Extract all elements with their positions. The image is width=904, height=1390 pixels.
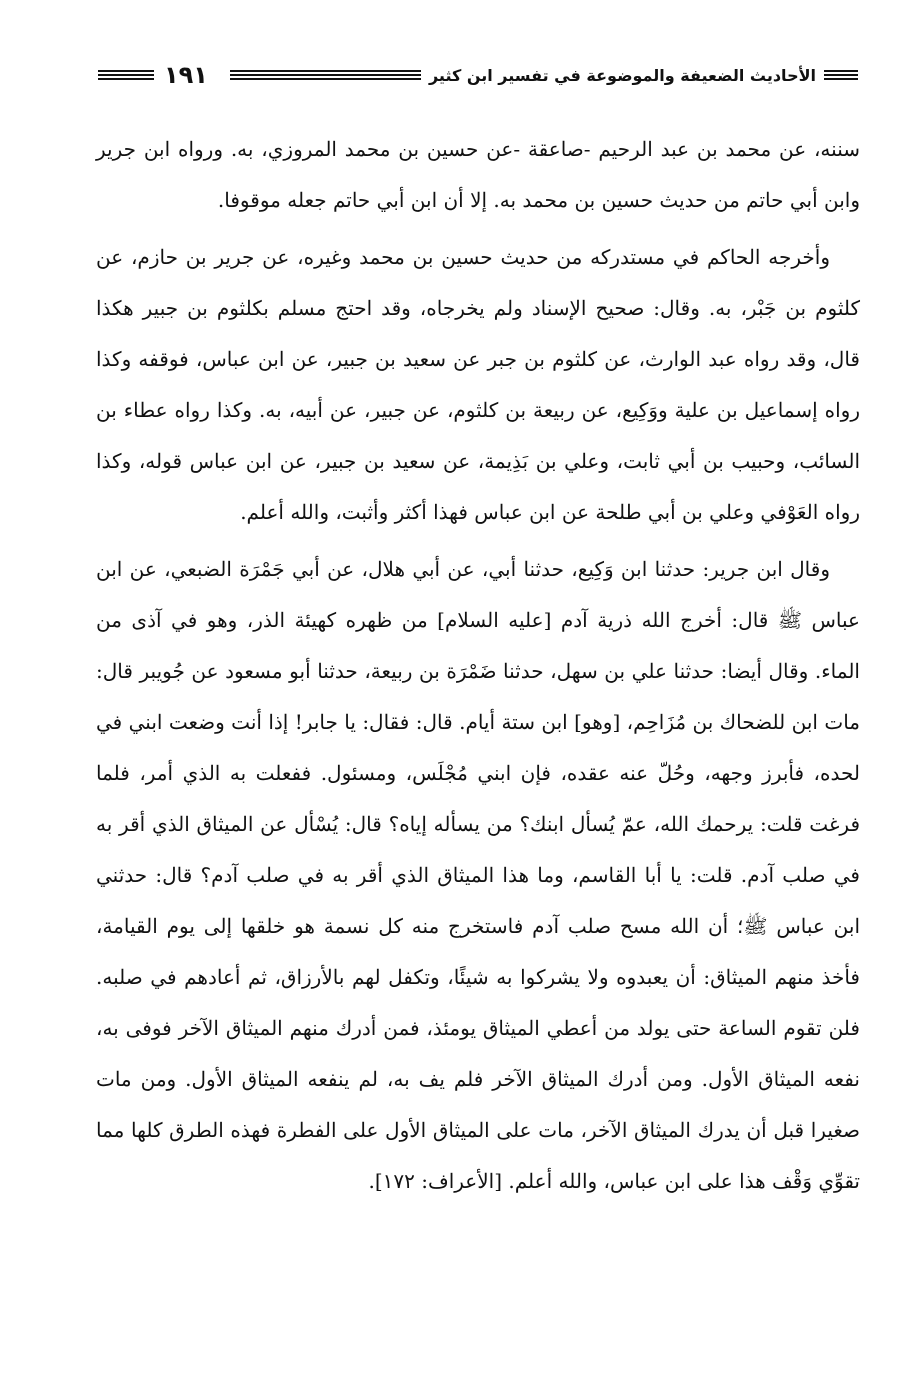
paragraph: وقال ابن جرير: حدثنا ابن وَكِيع، حدثنا أبي، عن أبي هلال، عن أبي جَمْرَة الضبعي، عن ابن عباس ﷺ قال: أخرج الله ذرية آدم [عليه السلام] من ظهره كهيئة الذر، وهو في آذى من الماء. وقال أيضا: حدثنا علي بن سهل، حدثنا ضَمْرَة بن ربيعة، حدثنا أبو مسعود عن جُويبر قال: مات ابن للضحاك بن مُزَاحِم، [وهو] ابن ستة أيام. قال: فقال: يا جابر! إذا أنت وضعت ابني في لحده، فأبرز وجهه، وحُلّ عنه عقده، فإن ابني مُجْلَس، ومسئول. ففعلت به الذي أمر، فلما فرغت قلت: يرحمك الله، عمّ يُسأل ابنك؟ من يسأله إياه؟ قال: يُسْأل عن الميثاق الذي أقر به في صلب آدم. قلت: يا أبا القاسم، وما هذا الميثاق الذي أقر به في صلب آدم؟ قال: حدثني ابن عباس ﷺ؛ أن الله مسح صلب آدم فاستخرج منه كل نسمة هو خلقها إلى يوم القيامة، فأخذ منهم الميثاق: أن يعبدوه ولا يشركوا به شيئًا، وتكفل لهم بالأرزاق، ثم أعادهم في صلبه. فلن تقوم الساعة حتى يولد من أعطي الميثاق يومئذ، فمن أدرك منهم الميثاق الآخر فوفى به، نفعه الميثاق الأول. ومن أدرك الميثاق الآخر فلم يف به، لم ينفعه الميثاق الأول. ومن مات صغيرا قبل أن يدرك الميثاق الآخر، مات على الميثاق الأول على الفطرة فهذه الطرق كلها مما تقوِّي وَقْف هذا على ابن عباس، والله أعلم. [الأعراف: ١٧٢].: [96, 557, 860, 1193]
body-text: [96, 124, 860, 1207]
page-number: ١٩١: [164, 61, 208, 89]
paragraph: سننه، عن محمد بن عبد الرحيم -صاعقة -عن حسين بن محمد المروزي، به. ورواه ابن جرير وابن أبي حاتم من حديث حسين بن محمد به. إلا أن ابن أبي حاتم جعله موقوفا.: [96, 137, 860, 212]
header-rule-left: [98, 70, 154, 80]
header-rule-middle: [230, 70, 421, 80]
running-header: [98, 58, 858, 92]
running-title: الأحاديث الضعيفة والموضوعة في تفسير ابن كثير: [428, 65, 816, 85]
header-rule-right: [824, 70, 858, 80]
paragraph: وأخرجه الحاكم في مستدركه من حديث حسين بن محمد وغيره، عن جرير بن حازم، عن كلثوم بن جَبْر، به. وقال: صحيح الإسناد ولم يخرجاه، وقد احتج مسلم بكلثوم بن جبير هكذا قال، وقد رواه عبد الوارث، عن كلثوم بن جبر عن سعيد بن جبير، عن ابن عباس، فوقفه وكذا رواه إسماعيل بن علية ووَكِيع، عن ربيعة بن كلثوم، عن جبير، عن أبيه، به. وكذا رواه عطاء بن السائب، وحبيب بن أبي ثابت، وعلي بن بَذِيمة، عن سعيد بن جبير، عن ابن عباس قوله، وكذا رواه العَوْفي وعلي بن أبي طلحة عن ابن عباس فهذا أكثر وأثبت، والله أعلم.: [96, 245, 860, 524]
